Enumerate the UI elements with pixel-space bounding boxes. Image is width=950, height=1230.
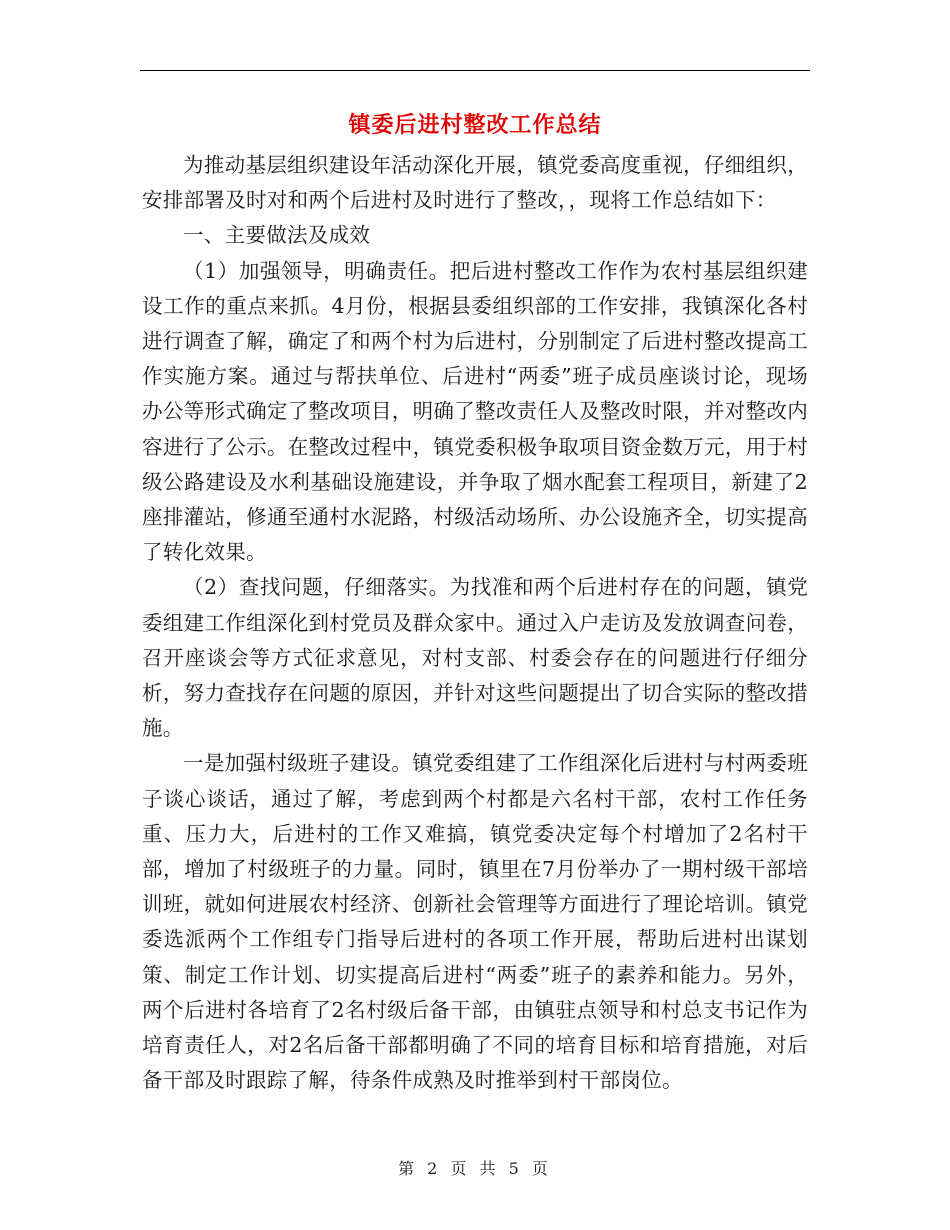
body-paragraph: 一是加强村级班子建设。镇党委组建了工作组深化后进村与村两委班子谈心谈话，通过了解，考虑到两个村都是六名村干部，农村工作任务重、压力大，后进村的工作又难搞，镇党委决定每个村增加了2名村干部，增加了村级班子的力量。同时，镇里在7月份举办了一期村级干部培训班，就如何进展农村经济、创新社会管理等方面进行了理论培训。镇党委选派两个工作组专门指导后进村的各项工作开展，帮助后进村出谋划策、制定工作计划、切实提高后进村“两委”班子的素养和能力。另外，两个后进村各培育了2名村级后备干部，由镇驻点领导和村总支书记作为培育责任人，对2名后备干部都明确了不同的培育目标和培育措施，对后备干部及时跟踪了解，待条件成熟及时推举到村干部岗位。 — [142, 751, 808, 1093]
document-title: 镇委后进村整改工作总结 — [348, 112, 602, 138]
intro-paragraph: 为推动基层组织建设年活动深化开展，镇党委高度重视，仔细组织，安排部署及时对和两个后进村及时进行了整改，，现将工作总结如下： — [142, 153, 808, 213]
document-body — [142, 148, 808, 1098]
header-rule — [140, 70, 810, 71]
section-heading: 一、主要做法及成效 — [183, 223, 371, 248]
body-paragraph: （2）查找问题，仔细落实。为找准和两个后进村存在的问题，镇党委组建工作组深化到村党员及群众家中。通过入户走访及发放调查问卷，召开座谈会等方式征求意见，对村支部、村委会存在的问题进行仔细分析，努力查找存在问题的原因，并针对这些问题提出了切合实际的整改措施。 — [142, 575, 808, 741]
page-number: 第 2 页 共 5 页 — [398, 1159, 552, 1178]
body-paragraph: （1）加强领导，明确责任。把后进村整改工作作为农村基层组织建设工作的重点来抓。4月份，根据县委组织部的工作安排，我镇深化各村进行调查了解，确定了和两个村为后进村，分别制定了后进村整改提高工作实施方案。通过与帮扶单位、后进村“两委”班子成员座谈讨论，现场办公等形式确定了整改项目，明确了整改责任人及整改时限，并对整改内容进行了公示。在整改过程中，镇党委积极争取项目资金数万元，用于村级公路建设及水利基础设施建设，并争取了烟水配套工程项目，新建了2座排灌站，修通至通村水泥路，村级活动场所、办公设施齐全，切实提高了转化效果。 — [142, 258, 808, 565]
